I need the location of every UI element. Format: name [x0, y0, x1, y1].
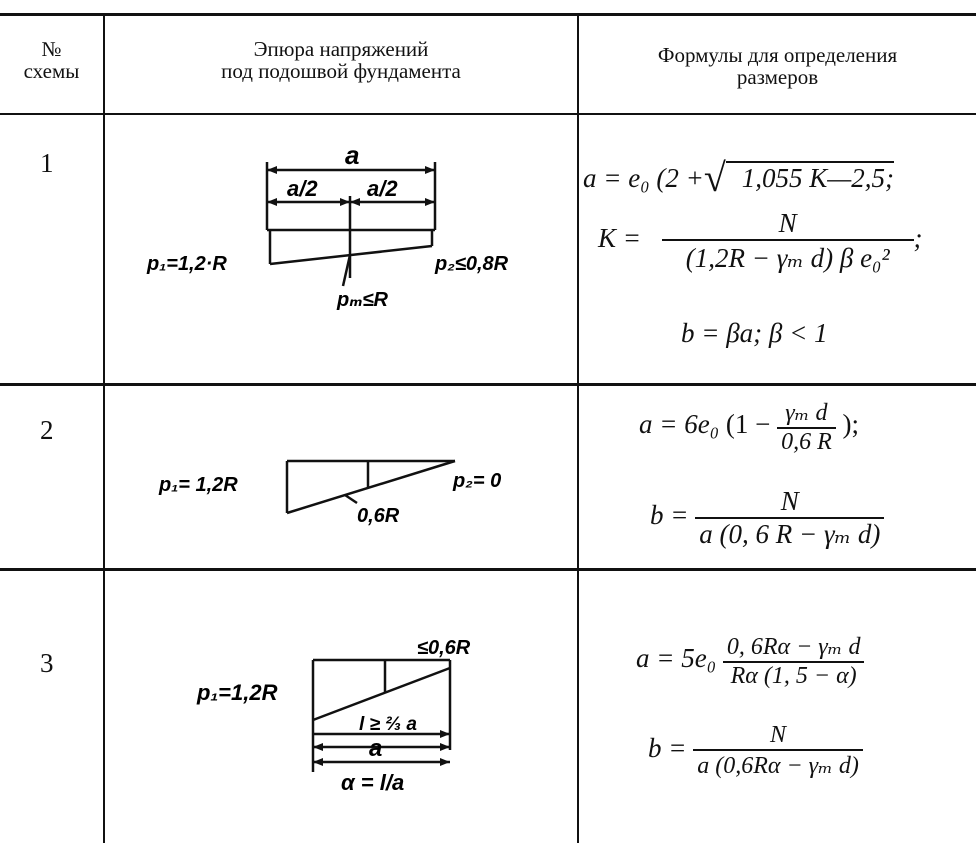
row3-formula-a [636, 632, 864, 690]
row2-formula-a-numerator: γₘ d [785, 400, 828, 426]
row1-label-a-half-left: a/2 [287, 176, 318, 201]
row2-label-p2: p₂= 0 [453, 470, 502, 492]
row1-formula-a [583, 150, 895, 200]
row1-formula-k-numerator: N [778, 208, 797, 238]
row1-label-pm: pₘ≤R [337, 289, 388, 311]
row2-formula-b-fraction [695, 486, 884, 550]
row2-formula-b-numerator: N [780, 486, 799, 516]
row1-formula-k-denominator: (1,2R − γₘ d) β e₀² [662, 239, 914, 274]
row1-label-p1: p₁=1,2·R [147, 253, 227, 275]
row1-label-p2: p₂≤0,8R [435, 253, 509, 275]
row1-label-a: a [345, 140, 360, 170]
row3-formula-b [648, 722, 863, 780]
row3-label-l: l ≥ ⅔ a [359, 714, 417, 735]
row3-formula-b-denominator: a (0,6Rα − γₘ d) [693, 749, 863, 780]
row2-formula-b [650, 486, 884, 550]
row3-formula-b-numerator: N [770, 722, 787, 748]
header-formulas-line1: Формулы для определения [657, 43, 898, 67]
row2-formula-b-denominator: a (0, 6 R − γₘ d) [695, 517, 884, 550]
row1-formula-k [598, 208, 923, 274]
row2-formula-a-open: (1 − [725, 409, 771, 440]
row3-formula-b-fraction [693, 722, 863, 780]
row1-sqrt-sign: √ [703, 155, 726, 200]
row2-formula-a-lhs: a = 6e₀ [639, 409, 720, 440]
header-diagram-line2: под подошвой фундамента [221, 59, 461, 83]
row1-formula-k-end: ; [913, 223, 923, 254]
row3-stress-diagram [105, 572, 577, 840]
row1-formula-a-lhs: a = e₀ (2 + [583, 163, 704, 193]
header-formulas-line2: размеров [736, 65, 819, 89]
col-divider-2 [577, 15, 579, 843]
header-bottom-rule [0, 113, 976, 115]
row1-formula-k-fraction [662, 208, 914, 274]
row2-formula-a-close: ); [842, 409, 859, 440]
row1-formula-b: b = βa; β < 1 [681, 318, 828, 348]
row3-formula-a-fraction [723, 632, 865, 690]
row3-label-p2: ≤0,6R [417, 637, 471, 659]
row3-formula-a-denominator: Rα (1, 5 − α) [723, 661, 865, 690]
row3-number: 3 [40, 648, 54, 678]
row1-bottom-rule [0, 383, 976, 386]
row1-number: 1 [40, 148, 54, 178]
row3-label-alpha: α = l/a [341, 770, 405, 795]
row3-formula-b-lhs: b = [648, 733, 687, 764]
header-number [0, 38, 103, 82]
row2-formula-a-denominator: 0,6 R [777, 427, 836, 456]
header-number-line1: № [41, 37, 62, 61]
row2-formula-a-fraction [777, 398, 836, 456]
row2-label-mid: 0,6R [357, 505, 400, 527]
row1-label-a-half-right: a/2 [367, 176, 398, 201]
row3-formula-a-numerator: 0, 6Rα − γₘ d [726, 634, 861, 660]
row1-formula-a-radicand: 1,055 K—2,5; [726, 161, 894, 193]
row3-label-a: a [369, 735, 383, 762]
row2-number: 2 [40, 415, 54, 445]
header-formulas [579, 44, 976, 88]
row3-label-p1: p₁=1,2R [197, 680, 278, 705]
row2-label-p1: p₁= 1,2R [159, 474, 238, 496]
row1-formula-k-lhs: K = [598, 223, 641, 254]
row2-stress-diagram [105, 387, 577, 567]
row1-stress-diagram [105, 116, 577, 382]
header-diagram-line1: Эпюра напряжений [253, 37, 429, 61]
row3-formula-a-lhs: a = 5e₀ [636, 643, 717, 674]
row2-formula-b-lhs: b = [650, 500, 689, 531]
table-top-rule [0, 13, 976, 16]
header-number-line2: схемы [23, 59, 80, 83]
header-diagram [105, 38, 577, 82]
row2-formula-a [639, 398, 859, 456]
row2-bottom-rule [0, 568, 976, 571]
